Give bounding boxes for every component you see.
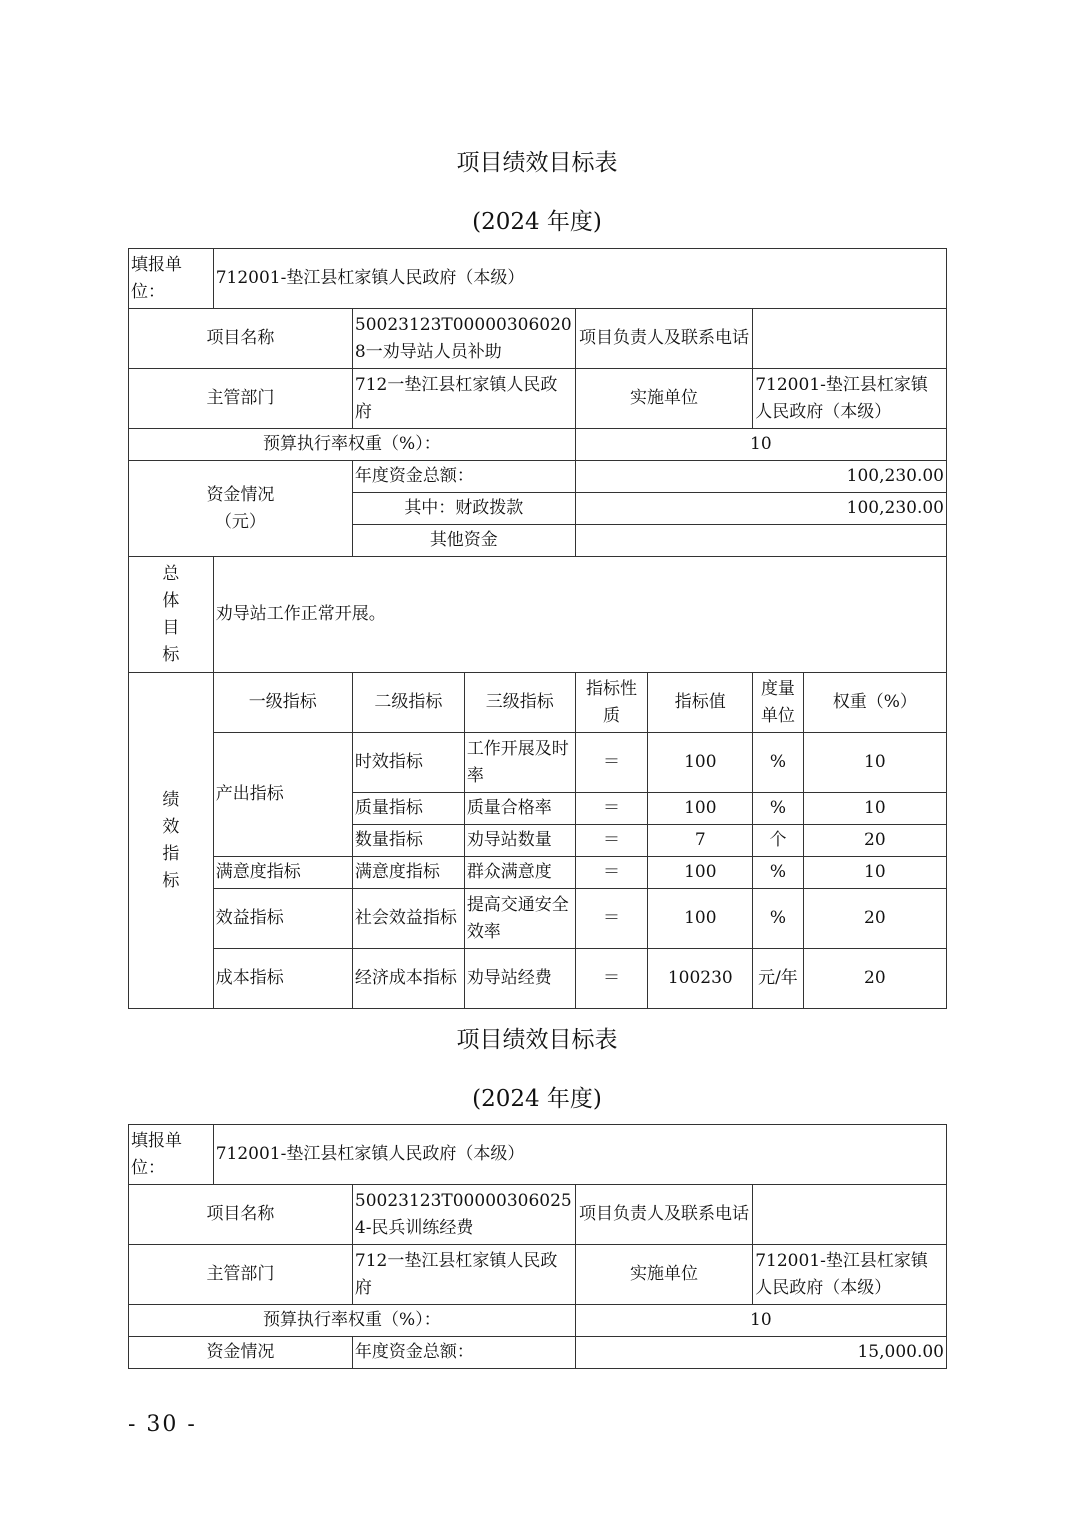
impl-value: 712001-垫江县杠家镇人民政府（本级）	[753, 1245, 947, 1305]
level1-cell: 产出指标	[213, 733, 352, 857]
table-title: 项目绩效目标表	[456, 1027, 618, 1053]
weight-cell: 10	[803, 733, 946, 793]
unit-cell: 个	[753, 825, 803, 857]
goal-label: 总体目标	[129, 557, 214, 673]
level2-cell: 时效指标	[352, 733, 464, 793]
level3-cell: 群众满意度	[464, 857, 575, 889]
budget-rate-label: 预算执行率权重（%）：	[129, 1305, 576, 1337]
level2-cell: 数量指标	[352, 825, 464, 857]
weight-cell: 20	[803, 889, 946, 949]
contact-label: 项目负责人及联系电话	[575, 309, 752, 369]
dept-value: 712一垫江县杠家镇人民政府	[352, 1245, 575, 1305]
dept-label: 主管部门	[129, 1245, 353, 1305]
funds-total-value: 15,000.00	[575, 1337, 946, 1369]
budget-rate-value: 10	[575, 1305, 946, 1337]
unit-cell: %	[753, 857, 803, 889]
table-year: (2024 年度)	[472, 1086, 602, 1112]
impl-label: 实施单位	[575, 369, 752, 429]
funds-label: 资金情况（元）	[129, 461, 353, 557]
funds-total-label: 年度资金总额：	[352, 1337, 575, 1369]
contact-label: 项目负责人及联系电话	[575, 1185, 752, 1245]
value-cell: 7	[648, 825, 753, 857]
table-year: (2024 年度)	[472, 209, 602, 235]
header-nature: 指标性质	[575, 673, 648, 733]
funds-other-value	[575, 525, 946, 557]
funds-fiscal-label: 其中：财政拨款	[352, 493, 575, 525]
value-cell: 100	[648, 733, 753, 793]
header-level2: 二级指标	[352, 673, 464, 733]
nature-cell: ＝	[575, 793, 648, 825]
nature-cell: ＝	[575, 857, 648, 889]
header-level1: 一级指标	[213, 673, 352, 733]
value-cell: 100	[648, 889, 753, 949]
nature-cell: ＝	[575, 889, 648, 949]
project-name-label: 项目名称	[129, 1185, 353, 1245]
level1-cell: 满意度指标	[213, 857, 352, 889]
project-name-value: 50023123T000003060208一劝导站人员补助	[352, 309, 575, 369]
funds-total-value: 100,230.00	[575, 461, 946, 493]
impl-label: 实施单位	[575, 1245, 752, 1305]
funds-label: 资金情况	[129, 1337, 353, 1369]
table-row	[129, 889, 947, 949]
unit-value: 712001-垫江县杠家镇人民政府（本级）	[213, 1125, 946, 1185]
level1-cell: 效益指标	[213, 889, 352, 949]
unit-value: 712001-垫江县杠家镇人民政府（本级）	[213, 249, 946, 309]
value-cell: 100230	[648, 949, 753, 1009]
value-cell: 100	[648, 857, 753, 889]
level1-cell: 成本指标	[213, 949, 352, 1009]
performance-table-1	[128, 248, 947, 1009]
table-row	[129, 857, 947, 889]
unit-label: 填报单位：	[129, 249, 214, 309]
funds-fiscal-value: 100,230.00	[575, 493, 946, 525]
project-name-label: 项目名称	[129, 309, 353, 369]
nature-cell: ＝	[575, 733, 648, 793]
level2-cell: 社会效益指标	[352, 889, 464, 949]
level2-cell: 经济成本指标	[352, 949, 464, 1009]
table-row	[129, 949, 947, 1009]
header-value: 指标值	[648, 673, 753, 733]
level2-cell: 质量指标	[352, 793, 464, 825]
funds-other-label: 其他资金	[352, 525, 575, 557]
perf-label: 绩效指标	[129, 673, 214, 1009]
budget-rate-value: 10	[575, 429, 946, 461]
unit-cell: %	[753, 793, 803, 825]
unit-cell: %	[753, 889, 803, 949]
dept-value: 712一垫江县杠家镇人民政府	[352, 369, 575, 429]
header-weight: 权重（%）	[803, 673, 946, 733]
contact-value	[753, 309, 947, 369]
value-cell: 100	[648, 793, 753, 825]
contact-value	[753, 1185, 947, 1245]
funds-total-label: 年度资金总额：	[352, 461, 575, 493]
nature-cell: ＝	[575, 949, 648, 1009]
weight-cell: 20	[803, 825, 946, 857]
level3-cell: 劝导站经费	[464, 949, 575, 1009]
unit-cell: %	[753, 733, 803, 793]
weight-cell: 10	[803, 793, 946, 825]
page-number: - 30 -	[128, 1412, 197, 1437]
level3-cell: 质量合格率	[464, 793, 575, 825]
level3-cell: 工作开展及时率	[464, 733, 575, 793]
impl-value: 712001-垫江县杠家镇人民政府（本级）	[753, 369, 947, 429]
nature-cell: ＝	[575, 825, 648, 857]
weight-cell: 10	[803, 857, 946, 889]
level3-cell: 提高交通安全效率	[464, 889, 575, 949]
performance-table-2	[128, 1124, 947, 1369]
table-row	[129, 733, 947, 793]
level3-cell: 劝导站数量	[464, 825, 575, 857]
project-name-value: 50023123T000003060254-民兵训练经费	[352, 1185, 575, 1245]
budget-rate-label: 预算执行率权重（%）：	[129, 429, 576, 461]
table-title: 项目绩效目标表	[456, 150, 618, 176]
unit-cell: 元/年	[753, 949, 803, 1009]
header-level3: 三级指标	[464, 673, 575, 733]
goal-value: 劝导站工作正常开展。	[213, 557, 946, 673]
header-unit: 度量单位	[753, 673, 803, 733]
level2-cell: 满意度指标	[352, 857, 464, 889]
weight-cell: 20	[803, 949, 946, 1009]
dept-label: 主管部门	[129, 369, 353, 429]
unit-label: 填报单位：	[129, 1125, 214, 1185]
